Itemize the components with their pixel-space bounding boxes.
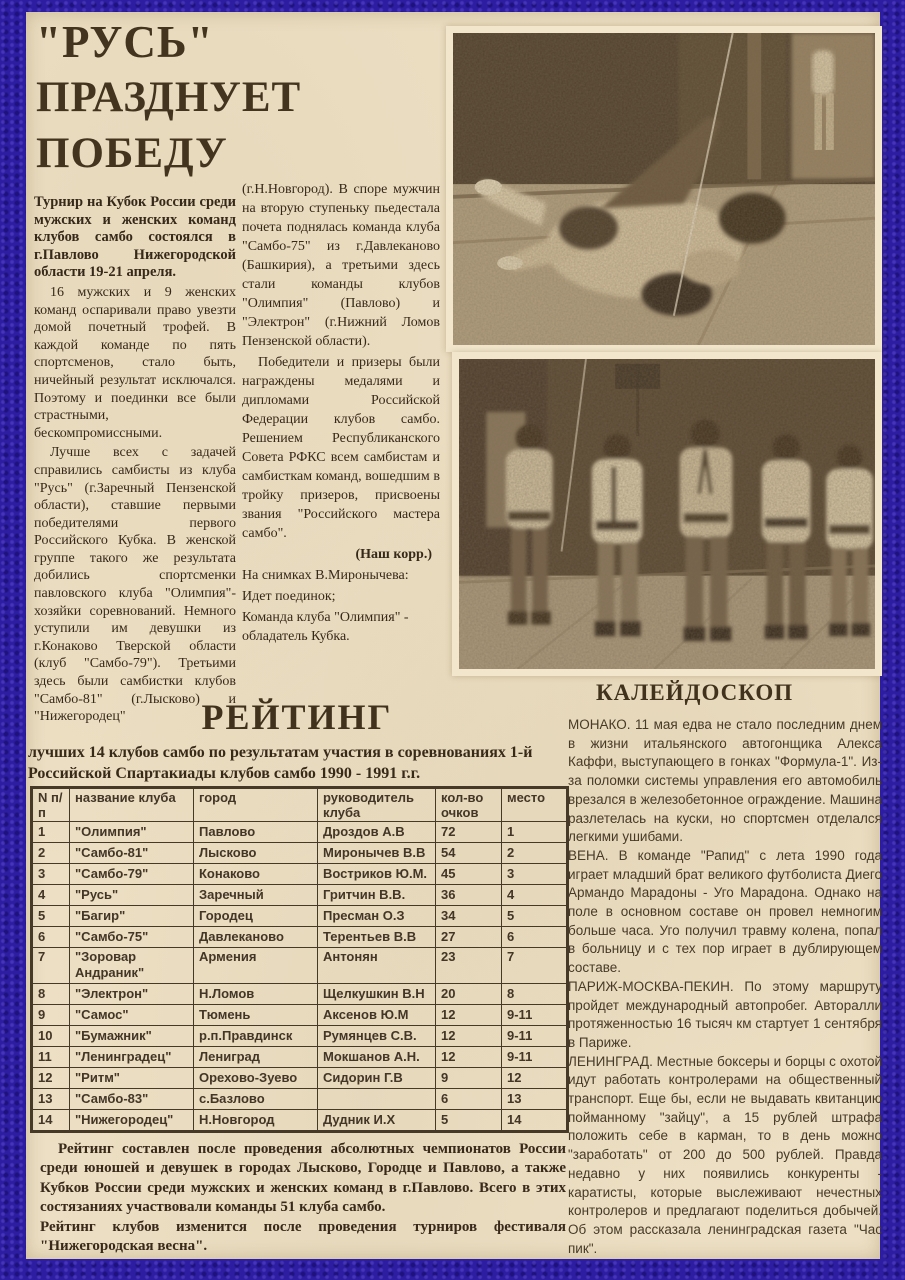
table-row [32, 1068, 568, 1089]
kaleidoscope-title: КАЛЕЙДОСКОП [596, 680, 794, 705]
table-cell: 7 [32, 948, 70, 984]
column-header-leader: руководитель клуба [318, 788, 436, 822]
headline-line-1: "РУСЬ" [36, 17, 214, 67]
table-cell: 2 [32, 843, 70, 864]
table-cell: Орехово-Зуево [194, 1068, 318, 1089]
rating-table-container [30, 786, 569, 1133]
table-cell: Дроздов А.В [318, 822, 436, 843]
table-cell: 9-11 [502, 1047, 568, 1068]
table-cell: Мокшанов А.Н. [318, 1047, 436, 1068]
article-paragraph: (г.Н.Новгород). В споре мужчин на вторую ступеньку пьедестала почета поднялась команда клуба "Самбо-75" из г.Давлеканово (Башкирия), а третьими здесь стали команды клубов "Олимпия" (Павлово) и "Электрон" (г.Нижний Ломов Пензенской области). [242, 182, 440, 349]
table-cell: "Электрон" [70, 984, 194, 1005]
table-cell: 8 [502, 984, 568, 1005]
article-paragraph: Лучше всех с задачей справились самбисты из клуба "Русь" (г.Заречный Пензенской области), ставшие первыми победителями первого Российского Кубка. В женской группе такого же результата добились спортсменки павловского клуба "Олимпия"- хозяйки соревнований. Немного уступили им девушки из г.Конаково Тверской области (клуб "Самбо-79"). Третьими здесь были самбистки клубов "Самбо-81" (г.Лысково) и "Нижегородец" [34, 445, 236, 725]
table-cell: "Самбо-83" [70, 1089, 194, 1110]
rating-intro-text: лучших 14 клубов самбо по результатам участия в соревнованиях 1-й Российской Спартакиады клубов самбо 1990 - 1991 г.г. [28, 744, 533, 782]
kaleidoscope-item-vienna: ВЕНА. В команде "Рапид" с лета 1990 года играет младший брат великого футболиста Диего Армандо Марадоны - Уго Марадона. Однако на поле в основном составе он провел немногим больше часа. Уго получил травму колена, попал в больницу и с тех пор играет в дублирующем составе. [568, 847, 882, 976]
table-cell: Лысково [194, 843, 318, 864]
table-cell: "Зоровар Андраник" [70, 948, 194, 984]
table-cell: 6 [436, 1089, 502, 1110]
article-column-2 [242, 180, 440, 648]
table-row [32, 948, 568, 984]
table-cell: 4 [502, 885, 568, 906]
table-cell: 6 [32, 927, 70, 948]
table-cell: 12 [436, 1026, 502, 1047]
article-paragraph: 16 мужских и 9 женских команд оспаривали право увезти домой почетный трофей. В каждой команде по пять спортсменов, стало быть, ничейный результат исключался. Поэтому и поединки все были страстными, бескомпромиссными. [34, 284, 236, 441]
table-cell: 3 [502, 864, 568, 885]
table-cell: Румянцев С.В. [318, 1026, 436, 1047]
headline-line-2: ПРАЗДНУЕТ [36, 74, 302, 121]
rating-table [30, 786, 569, 1133]
table-cell: 20 [436, 984, 502, 1005]
table-row [32, 906, 568, 927]
table-cell: 12 [502, 1068, 568, 1089]
column-header-number: N п/п [32, 788, 70, 822]
article-headline [36, 14, 366, 182]
table-cell: "Нижегородец" [70, 1110, 194, 1132]
table-cell: 8 [32, 984, 70, 1005]
table-cell: 27 [436, 927, 502, 948]
table-cell: Терентьев В.В [318, 927, 436, 948]
table-cell: "Самбо-79" [70, 864, 194, 885]
table-cell: 3 [32, 864, 70, 885]
table-cell: Дудник И.Х [318, 1110, 436, 1132]
table-cell: Миронычев В.В [318, 843, 436, 864]
table-row [32, 1047, 568, 1068]
newspaper-page [26, 12, 880, 1259]
table-cell: 11 [32, 1047, 70, 1068]
column-header-place: место [502, 788, 568, 822]
table-cell: 54 [436, 843, 502, 864]
table-cell: 72 [436, 822, 502, 843]
table-cell: Городец [194, 906, 318, 927]
table-cell: "Бумажник" [70, 1026, 194, 1047]
article-paragraph: Победители и призеры были награждены медалями и дипломами Российской Федерации клубов самбо. Решением Республиканского Совета РФКС всем самбистам и самбисткам команд, вошедшим в тройку призеров, присвоены звания "Российского мастера самбо". [242, 355, 440, 541]
rating-table-body [32, 822, 568, 1132]
kaleidoscope-item-monaco: МОНАКО. 11 мая едва не стало последним днем в жизни итальянского автогонщика Алекса Каффи, выступающего в гонках "Формула-1". Из-за поломки системы управления его автомобиль врезался в железобетонное ограждение. Машина разлетелась на куски, но спортсмен отделался легкими ушибами. [568, 717, 882, 845]
photo-team-olympia [452, 352, 882, 676]
table-cell: Заречный [194, 885, 318, 906]
table-cell: 12 [436, 1005, 502, 1026]
kaleidoscope-column [568, 716, 882, 1258]
table-header-row [32, 788, 568, 822]
table-row [32, 1005, 568, 1026]
table-cell: "Самбо-81" [70, 843, 194, 864]
table-row [32, 885, 568, 906]
table-cell: 2 [502, 843, 568, 864]
table-cell: Сидорин Г.В [318, 1068, 436, 1089]
table-cell: "Олимпия" [70, 822, 194, 843]
article-column-1 [34, 194, 236, 728]
table-row [32, 927, 568, 948]
article-lead-paragraph: Турнир на Кубок России среди мужских и женских команд клубов самбо состоялся в г.Павлово Нижегородской области 19-21 апреля. [34, 194, 236, 281]
table-row [32, 1089, 568, 1110]
table-row [32, 843, 568, 864]
table-cell: Конаково [194, 864, 318, 885]
rating-section-title: РЕЙТИНГ [201, 697, 393, 737]
table-cell: с.Базлово [194, 1089, 318, 1110]
kaleidoscope-item-leningrad: ЛЕНИНГРАД. Местные боксеры и борцы с охотой идут работать контролерами на общественный транспорт. Еще бы, если не выдавать квитанцию пойманному "зайцу", а 15 рублей штрафа положить себе в карман, то в день можно "заработать" от 200 до 500 рублей. Правда недавно у них появились конкуренты - каратисты, которые выслеживают нечестных контролеров и предлагают поделиться добычей. Об этом рассказала ленинградская газета "Час пик". [568, 1053, 882, 1256]
table-cell: Щелкушкин В.Н [318, 984, 436, 1005]
footnote-paragraph: Рейтинг клубов изменится после проведения турниров фестиваля "Нижегородская весна". [40, 1218, 566, 1255]
table-cell: 5 [32, 906, 70, 927]
table-cell: 12 [436, 1047, 502, 1068]
table-cell: Аксенов Ю.М [318, 1005, 436, 1026]
table-cell: 1 [32, 822, 70, 843]
table-cell: Н.Ломов [194, 984, 318, 1005]
table-cell: 5 [436, 1110, 502, 1132]
table-cell: 14 [32, 1110, 70, 1132]
table-cell: Лениград [194, 1047, 318, 1068]
table-cell: 6 [502, 927, 568, 948]
table-cell: 12 [32, 1068, 70, 1089]
table-cell: 36 [436, 885, 502, 906]
headline-line-3: ПОБЕДУ [36, 130, 228, 177]
table-cell: "Багир" [70, 906, 194, 927]
photo-team-olympia-image [459, 359, 875, 669]
table-cell: "Ритм" [70, 1068, 194, 1089]
table-cell: 9-11 [502, 1026, 568, 1047]
table-cell: Пресман О.З [318, 906, 436, 927]
table-cell: 7 [502, 948, 568, 984]
table-row [32, 984, 568, 1005]
table-cell: 9 [436, 1068, 502, 1089]
column-header-club: название клуба [70, 788, 194, 822]
table-cell: Армения [194, 948, 318, 984]
table-cell: 9-11 [502, 1005, 568, 1026]
table-cell: 34 [436, 906, 502, 927]
table-cell: 45 [436, 864, 502, 885]
table-row [32, 822, 568, 843]
table-row [32, 1110, 568, 1132]
photo-credit: На снимках В.Миронычева: [242, 568, 409, 583]
table-cell: "Самос" [70, 1005, 194, 1026]
table-row [32, 1026, 568, 1047]
footnote-paragraph: Рейтинг составлен после проведения абсолютных чемпионатов России среди юношей и девушек в городах Лысково, Городце и Павлово, а также Кубков России среди мужских и женских команд в г.Павлово. Всего в этих состязаниях участвовали команды 51 клуба самбо. [40, 1141, 566, 1216]
kaleidoscope-item-paris: ПАРИЖ-МОСКВА-ПЕКИН. По этому маршруту пройдет международный автопробег. Авторалли протяженностью 16 тысяч км стартует 1 сентября в Париже. [568, 978, 882, 1050]
table-cell: 9 [32, 1005, 70, 1026]
table-cell: 13 [502, 1089, 568, 1110]
rating-footnote [40, 1140, 566, 1256]
table-cell: Гритчин В.В. [318, 885, 436, 906]
photo-sambo-bout-image [453, 33, 875, 345]
table-row [32, 864, 568, 885]
table-cell: 23 [436, 948, 502, 984]
table-cell: р.п.Правдинск [194, 1026, 318, 1047]
table-cell: Н.Новгород [194, 1110, 318, 1132]
table-cell: Востриков Ю.М. [318, 864, 436, 885]
table-cell: "Ленинградец" [70, 1047, 194, 1068]
table-cell: "Русь" [70, 885, 194, 906]
photo-caption-1: Идет поединок; [242, 589, 336, 604]
table-cell: Тюмень [194, 1005, 318, 1026]
photo-sambo-bout [446, 26, 882, 352]
photo-caption-2: Команда клуба "Олимпия" - обладатель Кубка. [242, 610, 409, 644]
table-cell: Давлеканово [194, 927, 318, 948]
table-cell: Павлово [194, 822, 318, 843]
column-header-points: кол-во очков [436, 788, 502, 822]
article-signature: (Наш корр.) [355, 547, 432, 562]
table-cell: "Самбо-75" [70, 927, 194, 948]
table-cell: 4 [32, 885, 70, 906]
table-cell: 14 [502, 1110, 568, 1132]
table-cell: 5 [502, 906, 568, 927]
table-cell: 1 [502, 822, 568, 843]
table-cell [318, 1089, 436, 1110]
table-cell: 13 [32, 1089, 70, 1110]
table-cell: Антонян [318, 948, 436, 984]
column-header-city: город [194, 788, 318, 822]
table-cell: 10 [32, 1026, 70, 1047]
